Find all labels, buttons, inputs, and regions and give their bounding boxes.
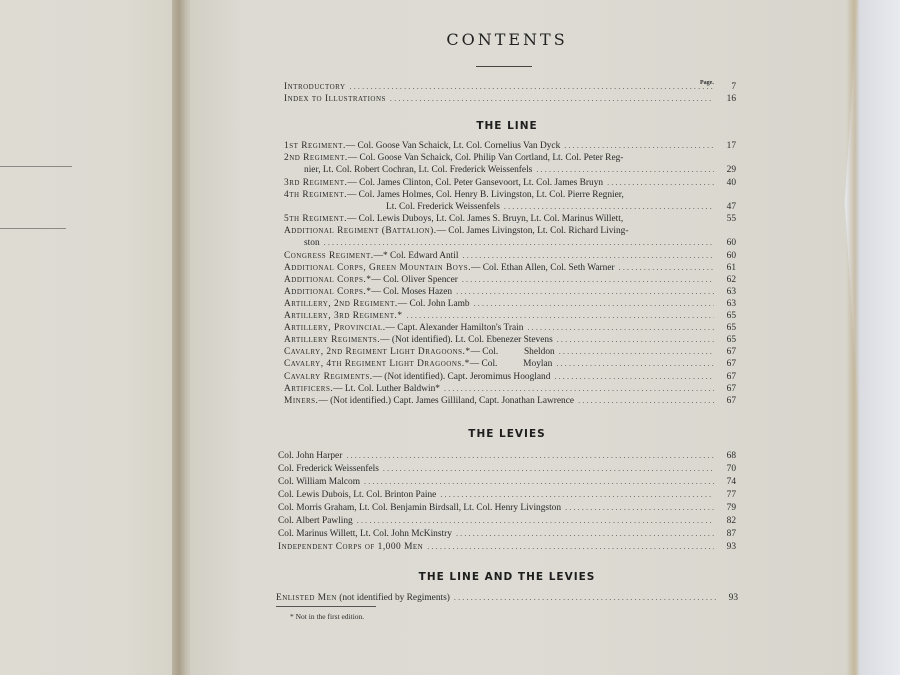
entry-text: Lt. Col. Frederick Weissenfels: [386, 202, 500, 212]
dot-leader: [390, 93, 714, 105]
entry-head: Miners.: [284, 396, 319, 406]
toc-entry[interactable]: [278, 476, 736, 488]
page-number: 67: [726, 359, 736, 369]
dot-leader: [556, 358, 714, 370]
dot-leader: [607, 177, 714, 189]
toc-entry[interactable]: [278, 463, 736, 475]
page-number: 67: [726, 396, 736, 406]
dot-leader: [456, 528, 714, 540]
dot-leader: [462, 274, 714, 286]
entry-head: Cavalry, 4th Regiment Light Dragoons.*: [284, 359, 470, 369]
page-number: 79: [726, 503, 736, 513]
dot-leader: [536, 164, 714, 176]
page-number: 70: [726, 464, 736, 474]
entry-head: Additional Corps.*: [284, 275, 372, 285]
entry-head: Artillery, Provincial.: [284, 323, 386, 333]
page-number: 87: [726, 529, 736, 539]
page-number: 60: [726, 251, 736, 261]
entry-head: 1st Regiment.: [284, 141, 346, 151]
page-number: 82: [726, 516, 736, 526]
dot-leader: [578, 395, 714, 407]
toc-entry[interactable]: [284, 358, 736, 370]
entry-head: Artillery Regiments.: [284, 335, 381, 345]
dot-leader: [559, 346, 714, 358]
toc-entry[interactable]: [278, 541, 736, 553]
dot-leader: [504, 201, 714, 213]
entry-text: — Col. James Holmes, Col. Henry B. Livingston, Lt. Col. Pierre Regnier,: [346, 190, 624, 200]
toc-entry[interactable]: [284, 274, 736, 286]
entry-text: — (Not identified). Capt. Jeromimus Hoogland: [372, 372, 551, 382]
title-rule: [476, 66, 532, 67]
entry-head: 4th Regiment.: [284, 190, 347, 200]
toc-entry-introductory[interactable]: [284, 81, 736, 93]
toc-entry[interactable]: [278, 450, 736, 462]
toc-entry[interactable]: [284, 383, 736, 395]
page-number: 61: [726, 263, 736, 273]
section-heading-the-levies: THE LEVIES: [468, 428, 546, 440]
dot-leader: [350, 81, 715, 93]
page-number: 17: [726, 141, 736, 151]
entry-head: Cavalry, 2nd Regiment Light Dragoons.*: [284, 347, 471, 357]
entry-text: — Col. Goose Van Schaick, Col. Philip Van Cortland, Lt. Col. Peter Reg-: [347, 153, 624, 163]
entry-title: Index to Illustrations: [284, 94, 386, 104]
toc-entry[interactable]: [284, 177, 736, 189]
entry-head: 2nd Regiment.: [284, 153, 348, 163]
toc-entry[interactable]: [284, 322, 736, 334]
dot-leader: [324, 237, 714, 249]
entry-head: Artificers.: [284, 384, 334, 394]
entry-head: 5th Regiment.: [284, 214, 347, 224]
toc-entry[interactable]: [278, 502, 736, 514]
dot-leader: [619, 262, 714, 274]
entry-text: — Col. Sheldon: [470, 347, 555, 357]
dot-leader: [440, 489, 714, 501]
entry-head: Congress Regiment.: [284, 251, 374, 261]
page-number: 47: [726, 202, 736, 212]
left-page-rule: [0, 166, 72, 167]
entry-text: — Col. Lewis Duboys, Lt. Col. James S. Bruyn, Lt. Col. Marinus Willett,: [346, 214, 624, 224]
page-number: 60: [726, 238, 736, 248]
entry-text: Col. Lewis Dubois, Lt. Col. Brinton Paine: [278, 490, 437, 500]
page-number: 29: [726, 165, 736, 175]
background-surface: [855, 0, 900, 675]
entry-head: Additional Regiment (Battalion).: [284, 226, 437, 236]
dot-leader: [565, 502, 714, 514]
dot-leader: [346, 450, 714, 462]
entry-text: Col. John Harper: [278, 451, 343, 461]
entry-text: — Lt. Col. Luther Baldwin*: [333, 384, 440, 394]
toc-entry[interactable]: [284, 334, 736, 346]
entry-text: ston: [304, 238, 320, 248]
entry-text: Col. Frederick Weissenfels: [278, 464, 379, 474]
toc-entry[interactable]: [284, 346, 736, 358]
dot-leader: [383, 463, 714, 475]
toc-entry[interactable]: [284, 250, 736, 262]
left-page: [0, 0, 182, 675]
page-number: 63: [726, 299, 736, 309]
dot-leader: [564, 140, 714, 152]
footnote-rule: [276, 606, 376, 607]
toc-entry[interactable]: [284, 213, 736, 225]
page-number: 93: [726, 542, 736, 552]
dot-leader: [357, 515, 714, 527]
page-number: 7: [731, 82, 736, 92]
page-number: 74: [726, 477, 736, 487]
toc-entry[interactable]: [284, 225, 736, 237]
toc-entry[interactable]: [284, 395, 736, 407]
page-number: 40: [726, 178, 736, 188]
entry-text: — Capt. Alexander Hamilton's Train: [385, 323, 524, 333]
toc-entry[interactable]: [278, 528, 736, 540]
footnote: * Not in the first edition.: [290, 612, 365, 621]
left-page-rule: [0, 228, 66, 229]
page-number: 93: [728, 593, 738, 603]
toc-entry[interactable]: [284, 298, 736, 310]
entry-text: Col. William Malcom: [278, 477, 360, 487]
toc-entry[interactable]: [284, 262, 736, 274]
dot-leader: [554, 371, 714, 383]
page-number: 62: [726, 275, 736, 285]
entry-text: —* Col. Edward Antil: [373, 251, 459, 261]
entry-text: — Col. James Clinton, Col. Peter Gansevoort, Lt. Col. James Bruyn: [347, 178, 604, 188]
dot-leader: [444, 383, 714, 395]
toc-entry[interactable]: [284, 371, 736, 383]
entry-head: Enlisted Men: [276, 593, 337, 603]
page-number: 67: [726, 347, 736, 357]
page-number: 65: [726, 335, 736, 345]
entry-text: Col. Albert Pawling: [278, 516, 353, 526]
page-number: 67: [726, 372, 736, 382]
page-number: 67: [726, 384, 736, 394]
entry-text: — Col. John Lamb: [397, 299, 470, 309]
entry-text: — Col. Moses Hazen: [371, 287, 453, 297]
page-number: 77: [726, 490, 736, 500]
entry-head: Additional Corps.*: [284, 287, 372, 297]
toc-entry[interactable]: [284, 189, 736, 201]
entry-text: — Col. James Livingston, Lt. Col. Richard Living-: [436, 226, 629, 236]
entry-text: — (Not identified). Lt. Col. Ebenezer Stevens: [380, 335, 553, 345]
page-title: CONTENTS: [446, 30, 568, 49]
dot-leader: [454, 592, 716, 604]
toc-entry-continuation[interactable]: [304, 237, 736, 249]
toc-entry[interactable]: [284, 286, 736, 298]
toc-entry-continuation[interactable]: [386, 201, 736, 213]
section-heading-line-and-levies: THE LINE AND THE LEVIES: [418, 571, 596, 583]
page-number: 55: [726, 214, 736, 224]
page-edge: [846, 0, 860, 675]
entry-text: nier, Lt. Col. Robert Cochran, Lt. Col. Frederick Weissenfels: [304, 165, 533, 175]
page-number: 68: [726, 451, 736, 461]
dot-leader: [456, 286, 714, 298]
dot-leader: [474, 298, 714, 310]
entry-text: — Col. Oliver Spencer: [371, 275, 458, 285]
dot-leader: [527, 322, 714, 334]
entry-head: Additional Corps, Green Mountain Boys.: [284, 263, 472, 273]
dot-leader: [407, 310, 714, 322]
page-number: 65: [726, 311, 736, 321]
page-number: 63: [726, 287, 736, 297]
dot-leader: [427, 541, 714, 553]
entry-head: Artillery, 3rd Regiment.*: [284, 311, 403, 321]
toc-entry[interactable]: [278, 515, 736, 527]
dot-leader: [557, 334, 714, 346]
toc-entry-index-illustrations[interactable]: [284, 93, 736, 105]
entry-head: Artillery, 2nd Regiment.: [284, 299, 398, 309]
entry-title: Introductory: [284, 82, 346, 92]
toc-entry[interactable]: [284, 310, 736, 322]
entry-head: Independent Corps of 1,000 Men: [278, 542, 424, 552]
entry-text: (not identified by Regiments): [336, 593, 450, 603]
page-column-label: Page.: [700, 80, 714, 86]
entry-text: — Col. Goose Van Schaick, Lt. Col. Cornelius Van Dyck: [345, 141, 561, 151]
toc-entry[interactable]: [278, 489, 736, 501]
entry-head: Cavalry Regiments.: [284, 372, 373, 382]
entry-text: — Col. Moylan: [469, 359, 553, 369]
toc-entry[interactable]: [284, 140, 736, 152]
page-number: 65: [726, 323, 736, 333]
section-heading-the-line: THE LINE: [476, 120, 538, 132]
entry-text: — (Not identified.) Capt. James Gilliland, Capt. Jonathan Lawrence: [318, 396, 575, 406]
toc-entry-continuation[interactable]: [304, 164, 736, 176]
entry-text: Col. Morris Graham, Lt. Col. Benjamin Birdsall, Lt. Col. Henry Livingston: [278, 503, 562, 513]
dot-leader: [463, 250, 715, 262]
toc-entry[interactable]: [284, 152, 736, 164]
page-number: 16: [726, 94, 736, 104]
dot-leader: [364, 476, 714, 488]
entry-text: Col. Marinus Willett, Lt. Col. John McKinstry: [278, 529, 452, 539]
entry-text: — Col. Ethan Allen, Col. Seth Warner: [471, 263, 615, 273]
toc-entry[interactable]: [276, 592, 738, 604]
entry-head: 3rd Regiment.: [284, 178, 348, 188]
